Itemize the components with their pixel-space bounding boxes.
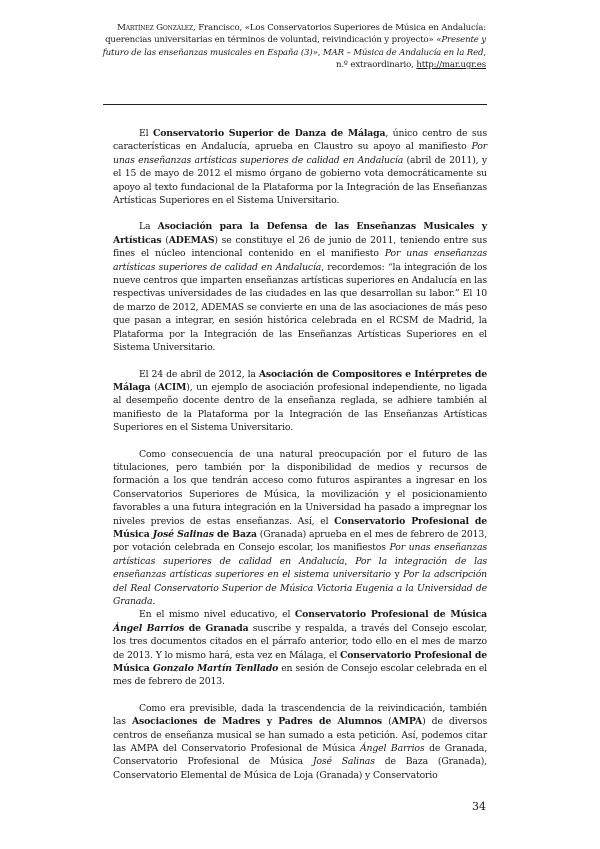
italic-text: Por unas enseñanzas artísticas superiores de calidad en Andalucía: [113, 248, 487, 273]
text-run: , único centro de sus características en Andalucía, aprueba en Claustro su apoyo al manifiesto: [113, 128, 488, 153]
text-run: y: [390, 569, 404, 581]
paragraph-ampa: [113, 702, 487, 782]
header-rule: [103, 104, 487, 105]
bold-italic-text: José Salinas: [152, 528, 214, 540]
italic-text: Por la integración de las enseñanzas artísticas superiores en el sistema universitario: [113, 555, 487, 581]
header-author: Martínez González: [117, 23, 194, 33]
text-run: suscribe y respalda, a través del Consejo escolar, los tres documentos citados en el párrafo anterior, todo ello en el mes de marzo de 2013. Y lo mismo hará, esta vez en Málaga, el: [113, 622, 487, 661]
header-journal-title: MAR – Música de Andalucía en la Red: [322, 47, 484, 58]
bold-text: Conservatorio Profesional de Música: [294, 609, 487, 621]
bold-text: Conservatorio Profesional de Música: [113, 649, 488, 675]
bold-text: AMPA: [391, 716, 423, 728]
bold-text: Asociación para la Defensa de las Enseñanzas Musicales y Artísticas: [113, 221, 487, 246]
paragraph-ademas: [113, 220, 487, 354]
header-issue: , n.º extraordinario,: [335, 47, 486, 71]
bold-text: de Baza: [213, 528, 257, 540]
bold-text: de Granada: [184, 622, 249, 634]
text-run: Como era previsible, dada la trascendencia de la reivindicación, también las: [113, 702, 487, 728]
bold-italic-text: Gonzalo Martín Tenllado: [152, 663, 279, 675]
paragraph-acim: [113, 368, 487, 435]
header-series-title: «Presente y futuro de las enseñanzas musicales en España (3)»: [102, 35, 486, 58]
bold-text: ACIM: [157, 381, 187, 393]
paragraph-nivel-educativo: [113, 608, 487, 688]
header-separator: ,: [317, 47, 323, 58]
text-run: (: [382, 716, 392, 728]
text-run: de Granada, Conservatorio Profesional de Música: [113, 743, 487, 768]
bold-text: Asociación de Compositores e Intérpretes de Málaga: [113, 368, 487, 393]
text-run: ,: [344, 555, 356, 567]
text-run: , recordemos: “la integración de los nueve centros que imparten enseñanzas artísticas superiores en Andalucía en las respectivas universidades de las ciudades en las que desarrollan su labor.” El 10 de marzo de 2012, ADEMAS se convierte en una de las asociaciones de más peso que pasan a integrar, en sesión histórica celebrada en el RCSM de Madrid, la Plataforma por la Integración de las Enseñanzas Artísticas Superiores en el Sistema Universitario.: [113, 261, 487, 354]
page-number: 34: [472, 800, 486, 813]
text-run: (abril de 2011), y el 15 de mayo de 2012 el mismo órgano de gobierno vota democráticamente su apoyo al texto fundacional de la Plataforma por la Integración de las Enseñanzas Artísticas Superiores en el Sistema Universitario.: [113, 154, 487, 207]
text-run: ) de diversos centros de enseñanza musical se han sumado a esta petición. Así, podemos citar las AMPA del Conservatorio Profesional de Música: [113, 716, 487, 755]
bold-text: Conservatorio Superior de Danza de Málaga: [152, 128, 386, 139]
header-citation: , Francisco, «Los Conservatorios Superiores de Música en Andalucía: querencias universitarias en términos de voluntad, reivindicación y proyecto»: [105, 23, 486, 46]
bold-text: Asociaciones de Madres y Padres de Alumnos: [131, 716, 383, 728]
italic-text: Ángel Barrios: [359, 743, 425, 755]
text-run: El: [139, 128, 153, 139]
text-run: (: [161, 234, 169, 246]
italic-text: Por unas enseñanzas artísticas superiores de calidad en Andalucía: [113, 141, 487, 166]
paragraph-consecuencia: [113, 448, 487, 609]
text-run: de Baza (Granada), Conservatorio Elemental de Música de Loja (Granada) y Conservatorio: [113, 756, 487, 781]
bold-text: ADEMAS: [168, 234, 215, 246]
text-run: (Granada) aprueba en el mes de febrero de 2013, por votación celebrada en Consejo escolar, los manifiestos: [113, 528, 488, 554]
body-text: [113, 127, 487, 782]
text-run: El 24 de abril de 2012, la: [139, 368, 259, 380]
italic-text: Por la adscripción del Real Conservatorio Superior de Música Victoria Eugenia a la Universidad de Granada: [113, 569, 487, 607]
running-header: [100, 22, 486, 72]
text-run: ) se constituye el 26 de junio de 2011, teniendo entre sus fines el núcleo intencional contenido en el manifiesto: [113, 234, 487, 260]
italic-text: José Salinas: [312, 756, 375, 768]
text-run: La: [139, 221, 158, 233]
text-run: (: [150, 381, 158, 393]
text-run: en sesión de Consejo escolar celebrada en el mes de febrero de 2013.: [113, 663, 487, 688]
header-link[interactable]: http://mar.ugr.es: [416, 60, 486, 71]
paragraph-danza-malaga: [113, 127, 487, 207]
bold-text: Conservatorio Profesional de Música: [113, 515, 487, 540]
bold-italic-text: Ángel Barrios: [113, 622, 185, 634]
text-run: Como consecuencia de una natural preocupación por el futuro de las titulaciones, pero también por la disponibilidad de medios y recursos de formación a los que tendrán acceso como futuros aspirantes a ingresar en los Conservatorios Superiores de Música, la movilización y el posicionamiento favorables a una futura integración en la Universidad ha pasado a impregnar los niveles previos de estas enseñanzas. Así, el: [113, 448, 487, 527]
italic-text: Por unas enseñanzas artísticas superiores de calidad en Andalucía: [113, 542, 487, 567]
text-run: ), un ejemplo de asociación profesional independiente, no ligada al desempeño docente dentro de la enseñanza reglada, se adhiere también al manifiesto de la Plataforma por la Integración de las Enseñanzas Artísticas Superiores en el Sistema Universitario.: [113, 381, 487, 434]
text-run: En el mismo nivel educativo, el: [139, 609, 295, 621]
text-run: .: [152, 596, 156, 607]
